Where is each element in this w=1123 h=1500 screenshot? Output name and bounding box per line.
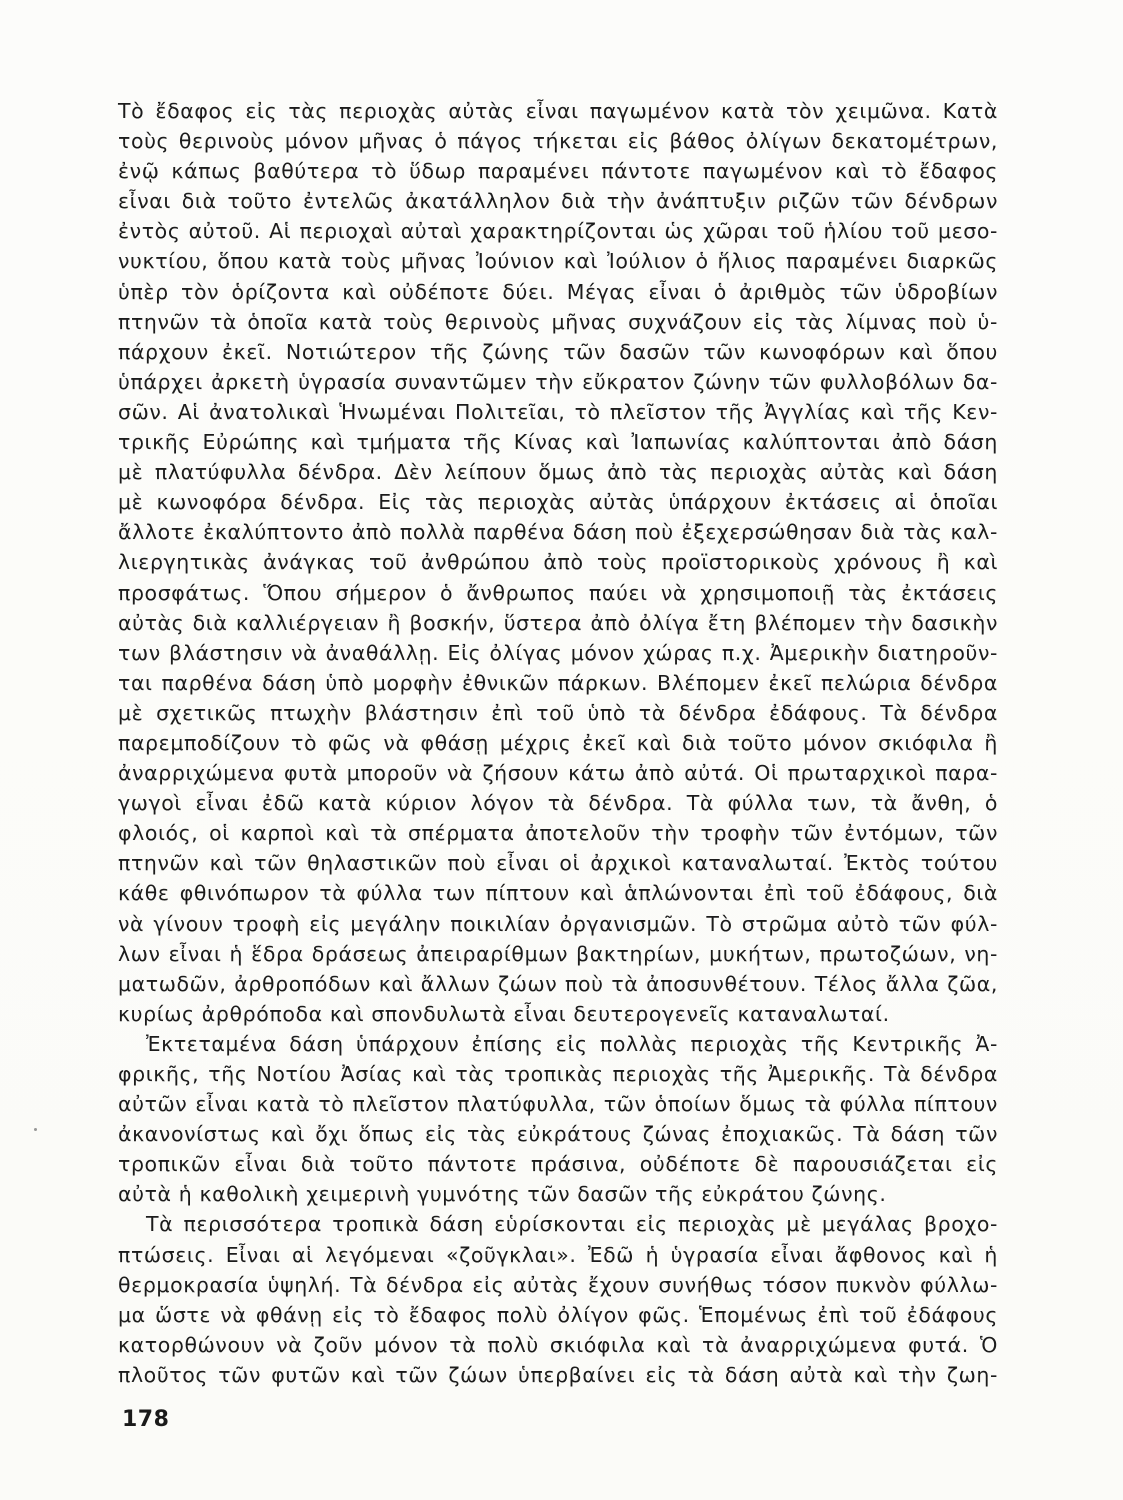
text-line: εἶναι διὰ τοῦτο ἐντελῶς ἀκατάλληλον διὰ τὴν ἀνάπτυξιν ριζῶν τῶν δένδρων xyxy=(118,189,998,214)
text-line: νὰ γίνουν τροφὴ εἰς μεγάλην ποικιλίαν ὀργανισμῶν. Τὸ στρῶμα αὐτὸ τῶν φύλ- xyxy=(118,911,998,936)
text-line: κάθε φθινόπωρον τὰ φύλλα των πίπτουν καὶ ἁπλώνονται ἐπὶ τοῦ ἐδάφους, διὰ xyxy=(118,881,998,906)
text-line: πτηνῶν καὶ τῶν θηλαστικῶν ποὺ εἶναι οἱ ἀρχικοὶ καταναλωταί. Ἐκτὸς τούτου xyxy=(118,851,998,876)
text-line: σῶν. Αἱ ἀνατολικαὶ Ἡνωμέναι Πολιτεῖαι, τὸ πλεῖστον τῆς Ἀγγλίας καὶ τῆς Κεν- xyxy=(118,399,998,424)
text-line: ὑπὲρ τὸν ὁρίζοντα καὶ οὐδέποτε δύει. Μέγας εἶναι ὁ ἀριθμὸς τῶν ὑδροβίων xyxy=(118,279,998,304)
text-line: γωγοὶ εἶναι ἐδῶ κατὰ κύριον λόγον τὰ δένδρα. Τὰ φύλλα των, τὰ ἄνθη, ὁ xyxy=(118,791,998,816)
text-line: κατορθώνουν νὰ ζοῦν μόνον τὰ πολὺ σκιόφιλα καὶ τὰ ἀναρριχώμενα φυτά. Ὁ xyxy=(118,1332,998,1357)
text-line: νυκτίου, ὅπου κατὰ τοὺς μῆνας Ἰούνιον καὶ Ἰούλιον ὁ ἥλιος παραμένει διαρκῶς xyxy=(118,249,998,274)
text-line: μὲ κωνοφόρα δένδρα. Εἰς τὰς περιοχὰς αὐτὰς ὑπάρχουν ἐκτάσεις αἱ ὁποῖαι xyxy=(118,490,998,515)
text-line: ἀκανονίστως καὶ ὄχι ὅπως εἰς τὰς εὐκράτους ζώνας ἐποχιακῶς. Τὰ δάση τῶν xyxy=(118,1122,998,1147)
text-line: μὲ πλατύφυλλα δένδρα. Δὲν λείπουν ὅμως ἀπὸ τὰς περιοχὰς αὐτὰς καὶ δάση xyxy=(118,460,998,485)
text-line: αὐτὰς διὰ καλλιέργειαν ἢ βοσκήν, ὕστερα ἀπὸ ὀλίγα ἔτη βλέπομεν τὴν δασικὴν xyxy=(118,610,998,635)
text-line: πάρχουν ἐκεῖ. Νοτιώτερον τῆς ζώνης τῶν δασῶν τῶν κωνοφόρων καὶ ὅπου xyxy=(118,339,998,364)
text-line: Ἐκτεταμένα δάση ὑπάρχουν ἐπίσης εἰς πολλὰς περιοχὰς τῆς Κεντρικῆς Ἀ- xyxy=(146,1031,998,1056)
text-line: τοὺς θερινοὺς μόνον μῆνας ὁ πάγος τήκεται εἰς βάθος ὀλίγων δεκατομέτρων, xyxy=(118,129,998,154)
text-line: αὐτὰ ἡ καθολικὴ χειμερινὴ γυμνότης τῶν δασῶν τῆς εὐκράτου ζώνης. xyxy=(118,1182,887,1207)
text-line: προσφάτως. Ὅπου σήμερον ὁ ἄνθρωπος παύει νὰ χρησιμοποιῇ τὰς ἐκτάσεις xyxy=(118,580,998,605)
text-line: Τὰ περισσότερα τροπικὰ δάση εὑρίσκονται εἰς περιοχὰς μὲ μεγάλας βροχο- xyxy=(146,1212,998,1237)
text-line: πτώσεις. Εἶναι αἱ λεγόμεναι «ζοῦγκλαι». Ἐδῶ ἡ ὑγρασία εἶναι ἄφθονος καὶ ἡ xyxy=(118,1242,998,1267)
text-line: λιεργητικὰς ἀνάγκας τοῦ ἀνθρώπου ἀπὸ τοὺς προϊστορικοὺς χρόνους ἢ καὶ xyxy=(118,550,998,575)
text-line: ἄλλοτε ἐκαλύπτοντο ἀπὸ πολλὰ παρθένα δάση ποὺ ἐξεχερσώθησαν διὰ τὰς καλ- xyxy=(118,520,998,545)
text-line: τρικῆς Εὐρώπης καὶ τμήματα τῆς Κίνας καὶ Ἰαπωνίας καλύπτονται ἀπὸ δάση xyxy=(118,430,998,455)
text-line: ἐντὸς αὐτοῦ. Αἱ περιοχαὶ αὐταὶ χαρακτηρίζονται ὡς χῶραι τοῦ ἡλίου τοῦ μεσο- xyxy=(118,219,998,244)
text-line: ὑπάρχει ἀρκετὴ ὑγρασία συναντῶμεν τὴν εὔκρατον ζώνην τῶν φυλλοβόλων δα- xyxy=(118,369,998,394)
body-text xyxy=(118,96,998,1390)
text-line: πτηνῶν τὰ ὁποῖα κατὰ τοὺς θερινοὺς μῆνας συχνάζουν εἰς τὰς λίμνας ποὺ ὑ- xyxy=(118,309,998,334)
text-line: μα ὥστε νὰ φθάνῃ εἰς τὸ ἔδαφος πολὺ ὀλίγον φῶς. Ἑπομένως ἐπὶ τοῦ ἐδάφους xyxy=(118,1302,998,1327)
page-number: 178 xyxy=(122,1407,170,1432)
text-line: λων εἶναι ἡ ἕδρα δράσεως ἀπειραρίθμων βακτηρίων, μυκήτων, πρωτοζώων, νη- xyxy=(118,941,998,966)
text-line: ματωδῶν, ἀρθροπόδων καὶ ἄλλων ζώων ποὺ τὰ ἀποσυνθέτουν. Τέλος ἄλλα ζῶα, xyxy=(118,971,998,996)
scan-dust-mark xyxy=(34,1128,37,1131)
text-line: αὐτῶν εἶναι κατὰ τὸ πλεῖστον πλατύφυλλα, τῶν ὁποίων ὅμως τὰ φύλλα πίπτουν xyxy=(118,1092,998,1117)
text-line: παρεμποδίζουν τὸ φῶς νὰ φθάσῃ μέχρις ἐκεῖ καὶ διὰ τοῦτο μόνον σκιόφιλα ἢ xyxy=(118,730,998,755)
text-line: ἐνῷ κάπως βαθύτερα τὸ ὕδωρ παραμένει πάντοτε παγωμένον καὶ τὸ ἔδαφος xyxy=(118,159,998,184)
text-line: ἀναρριχώμενα φυτὰ μποροῦν νὰ ζήσουν κάτω ἀπὸ αὐτά. Οἱ πρωταρχικοὶ παρα- xyxy=(118,761,998,786)
text-line: μὲ σχετικῶς πτωχὴν βλάστησιν ἐπὶ τοῦ ὑπὸ τὰ δένδρα ἐδάφους. Τὰ δένδρα xyxy=(118,700,998,725)
text-line: Τὸ ἔδαφος εἰς τὰς περιοχὰς αὐτὰς εἶναι παγωμένον κατὰ τὸν χειμῶνα. Κατὰ xyxy=(118,99,998,123)
text-line: φλοιός, οἱ καρποὶ καὶ τὰ σπέρματα ἀποτελοῦν τὴν τροφὴν τῶν ἐντόμων, τῶν xyxy=(118,821,998,846)
text-line: κυρίως ἀρθρόποδα καὶ σπονδυλωτὰ εἶναι δευτερογενεῖς καταναλωταί. xyxy=(118,1001,890,1026)
text-line: των βλάστησιν νὰ ἀναθάλλῃ. Εἰς ὀλίγας μόνον χώρας π.χ. Ἀμερικὴν διατηροῦν- xyxy=(118,640,998,665)
text-line: ται παρθένα δάση ὑπὸ μορφὴν ἐθνικῶν πάρκων. Βλέπομεν ἐκεῖ πελώρια δένδρα xyxy=(118,670,998,695)
text-line: θερμοκρασία ὑψηλή. Τὰ δένδρα εἰς αὐτὰς ἔχουν συνήθως τόσον πυκνὸν φύλλω- xyxy=(118,1272,998,1297)
text-line: τροπικῶν εἶναι διὰ τοῦτο πάντοτε πράσινα, οὐδέποτε δὲ παρουσιάζεται εἰς xyxy=(118,1152,998,1177)
text-line: φρικῆς, τῆς Νοτίου Ἀσίας καὶ τὰς τροπικὰς περιοχὰς τῆς Ἀμερικῆς. Τὰ δένδρα xyxy=(118,1062,998,1086)
text-line: πλοῦτος τῶν φυτῶν καὶ τῶν ζώων ὑπερβαίνει εἰς τὰ δάση αὐτὰ καὶ τὴν ζωη- xyxy=(118,1362,998,1387)
